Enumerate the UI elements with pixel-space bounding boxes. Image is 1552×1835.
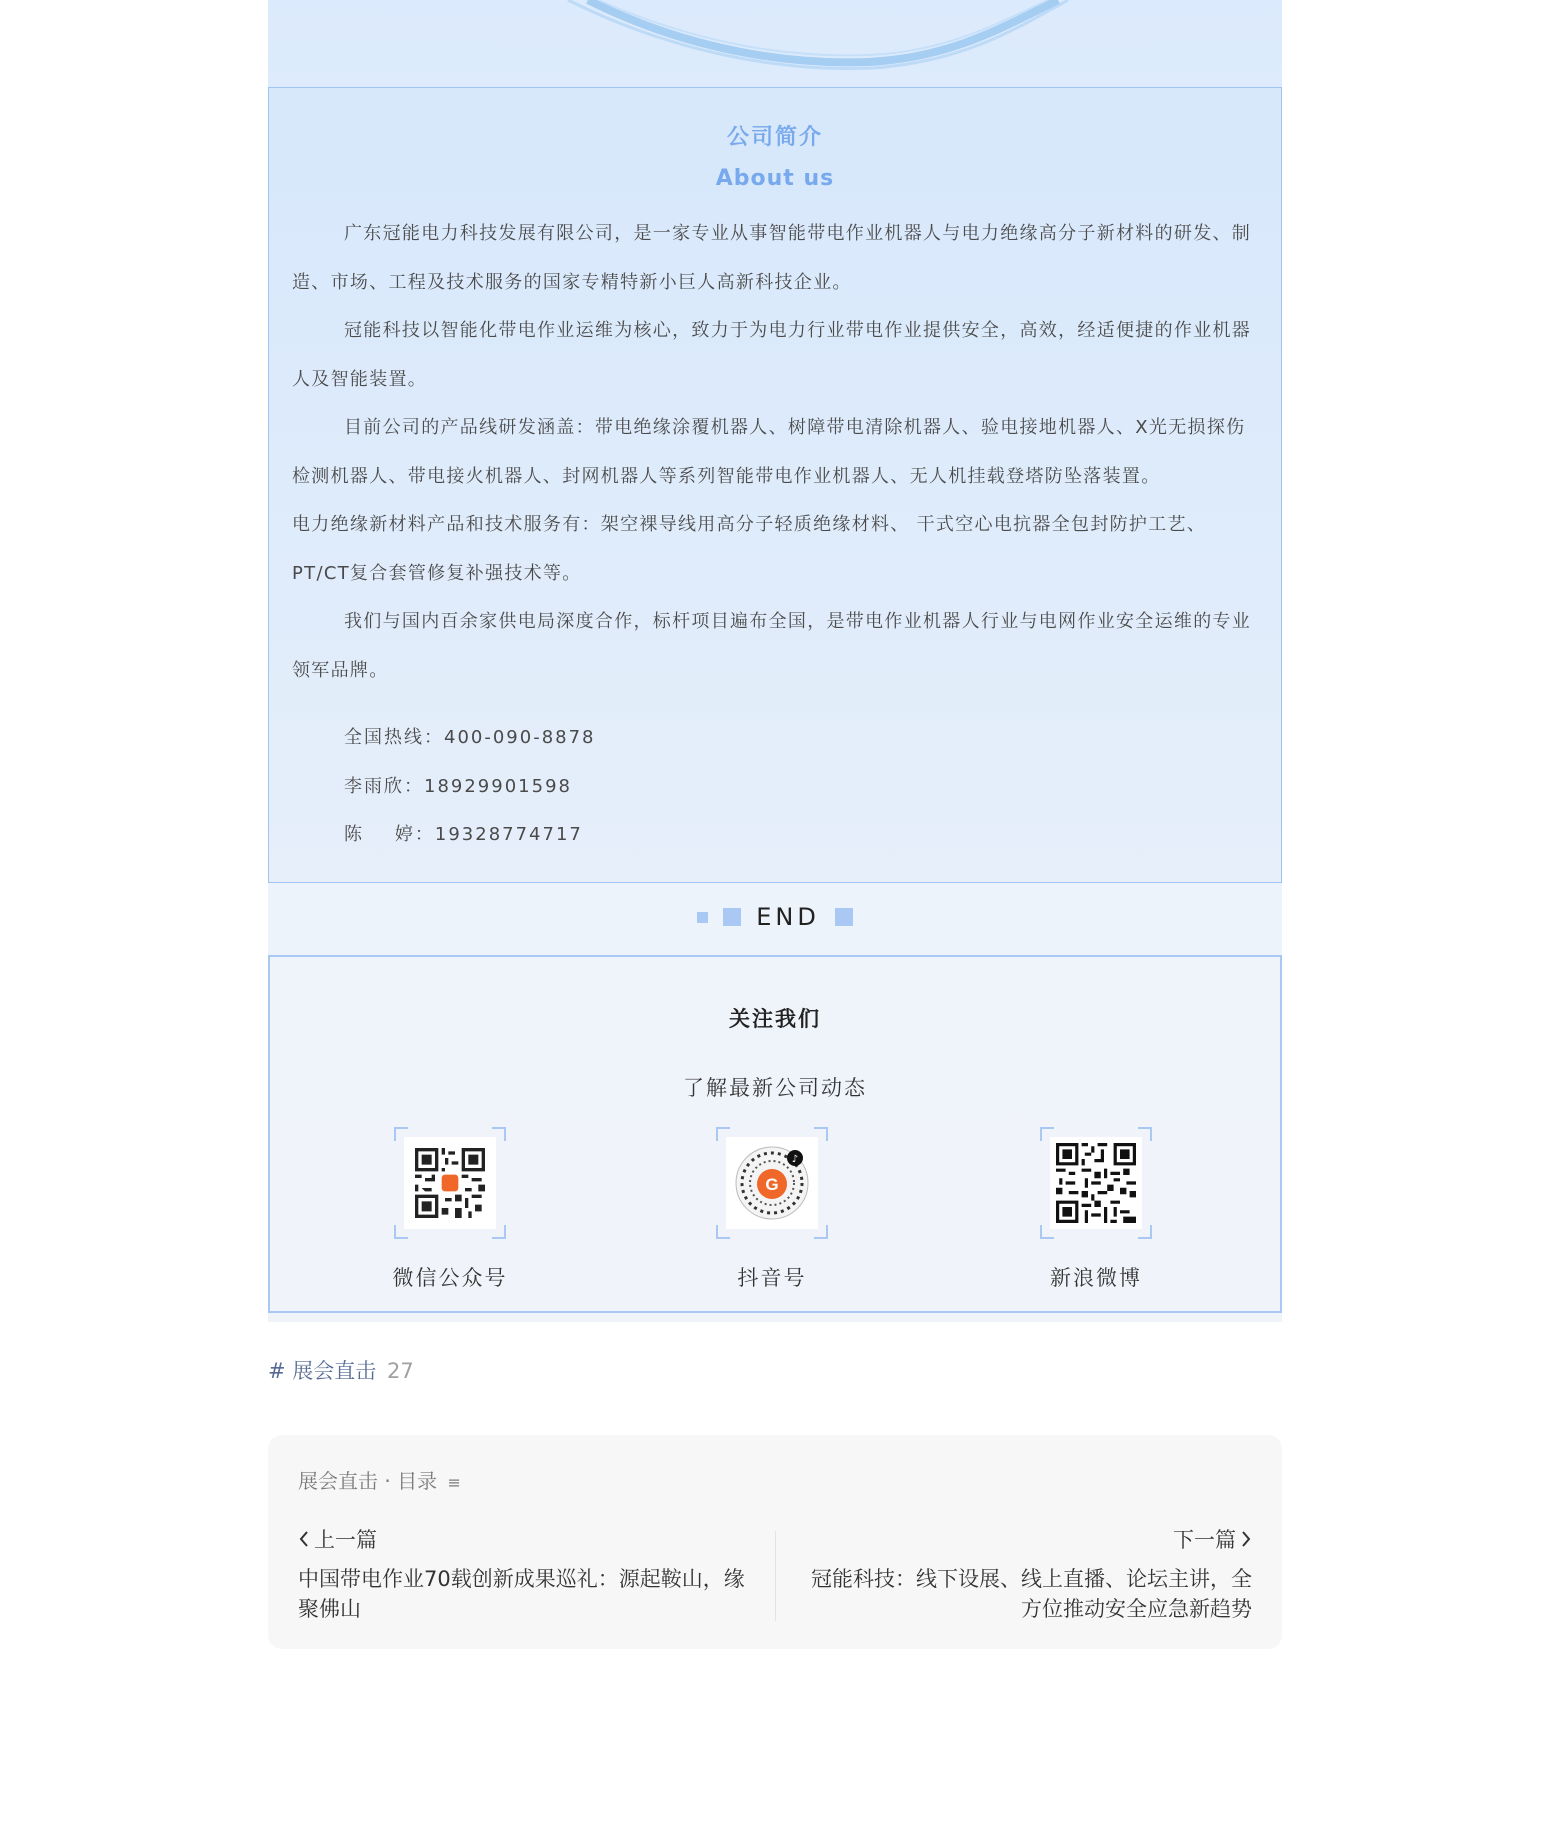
qr-code-icon — [415, 1148, 485, 1218]
contact-person-2: 陈 婷：19328774717 — [344, 824, 583, 845]
contact-person-1: 李雨欣：18929901598 — [344, 775, 572, 797]
about-text — [292, 210, 1258, 695]
contact-hotline: 全国热线：400-090-8878 — [344, 727, 596, 748]
weibo-qr-code[interactable] — [1040, 1127, 1152, 1239]
end-square — [723, 908, 741, 926]
collection-nav-card — [268, 1435, 1282, 1649]
svg-text:♪: ♪ — [791, 1154, 799, 1165]
follow-subtitle: 了解最新公司动态 — [683, 1076, 867, 1100]
about-subtitle: About us — [715, 166, 835, 191]
about-paragraph-4: 电力绝缘新材料产品和技术服务有：架空裸导线用高分子轻质绝缘材料、 干式空心电抗器全包封防护工艺、PT/CT复合套管修复补强技术等。 — [292, 514, 1207, 584]
collection-header: 展会直击 · 目录 — [298, 1469, 438, 1493]
hashtag-count: 27 — [386, 1359, 414, 1383]
hashtag-link[interactable] — [268, 1355, 414, 1385]
douyin-code-icon — [733, 1144, 811, 1222]
follow-section — [268, 955, 1282, 1313]
about-paragraph-2: 冠能科技以智能化带电作业运维为核心，致力于为电力行业带电作业提供安全，高效，经适便捷的作业机器人及智能装置。 — [292, 320, 1252, 390]
end-square-small — [697, 912, 708, 923]
about-paragraph-3: 目前公司的产品线研发涵盖：带电绝缘涂覆机器人、树障带电清除机器人、验电接地机器人、X光无损探伤检测机器人、带电接火机器人、封网机器人等系列智能带电作业机器人、无人机挂载登塔防坠落装置。 — [292, 417, 1246, 487]
prev-label: 上一篇 — [314, 1528, 377, 1552]
contact-list — [344, 714, 596, 860]
about-title: 公司简介 — [726, 125, 823, 150]
next-label: 下一篇 — [1173, 1528, 1236, 1552]
about-section — [268, 87, 1282, 883]
hashtag-symbol: # — [268, 1359, 286, 1383]
weibo-label: 新浪微博 — [1050, 1266, 1142, 1290]
about-paragraph-5: 我们与国内百余家供电局深度合作，标杆项目遍布全国，是带电作业机器人行业与电网作业安全运维的专业领军品牌。 — [292, 611, 1252, 681]
article-body — [268, 0, 1282, 1322]
wechat-label: 微信公众号 — [392, 1266, 508, 1290]
end-label: END — [756, 903, 820, 931]
about-paragraph-1: 广东冠能电力科技发展有限公司，是一家专业从事智能带电作业机器人与电力绝缘高分子新材料的研发、制造、市场、工程及技术服务的国家专精特新小巨人高新科技企业。 — [292, 223, 1252, 293]
douyin-qr-code[interactable] — [716, 1127, 828, 1239]
list-icon: ≡ — [447, 1473, 461, 1492]
follow-title: 关注我们 — [729, 1007, 821, 1031]
chevron-right-icon — [1240, 1530, 1252, 1548]
next-article-link[interactable] — [792, 1524, 1252, 1624]
next-article-title: 冠能科技：线下设展、线上直播、论坛主讲，全方位推动安全应急新趋势 — [811, 1567, 1252, 1621]
end-square — [835, 908, 853, 926]
svg-text:G: G — [765, 1175, 779, 1194]
nav-divider — [775, 1531, 776, 1621]
chevron-left-icon — [298, 1530, 310, 1548]
wechat-qr-code[interactable] — [394, 1127, 506, 1239]
prev-article-link[interactable] — [298, 1524, 758, 1624]
qr-code-icon — [1056, 1143, 1136, 1223]
prev-article-title: 中国带电作业70载创新成果巡礼：源起鞍山，缘聚佛山 — [298, 1567, 745, 1621]
collection-directory-link[interactable] — [298, 1465, 461, 1494]
douyin-label: 抖音号 — [737, 1266, 807, 1290]
decorative-wave — [268, 0, 1282, 90]
end-marker — [268, 903, 1282, 933]
hashtag-name: 展会直击 — [292, 1359, 377, 1383]
